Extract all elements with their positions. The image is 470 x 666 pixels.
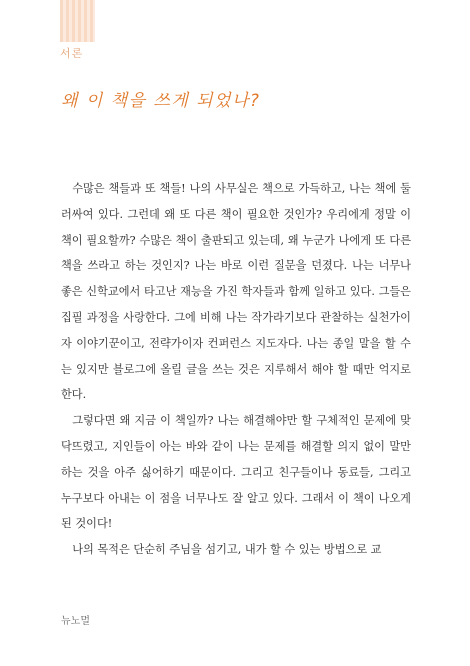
paragraph: 그렇다면 왜 지금 이 책일까? 나는 해결해야만 할 구체적인 문제에 맞닥뜨렸고, 지인들이 아는 바와 같이 나는 문제를 해결할 의지 없이 말만 하는 것을 아주 싫어하기 때문이다. 그리고 친구들이나 동료들, 그리고 누구보다 아내는 이 점을 너무나도 잘 알고 있다. 그래서 이 책이 나오게 된 것이다! [61,414,411,531]
paragraph: 나의 목적은 단순히 주님을 섬기고, 내가 할 수 있는 방법으로 교 [72,543,382,557]
page-footer: 뉴노멀 [61,616,90,627]
paragraph: 수많은 책들과 또 책들! 나의 사무실은 책으로 가득하고, 나는 책에 둘러싸여 있다. 그런데 왜 또 다른 책이 필요한 것인가? 우리에게 정말 이 책이 필요할까? 수많은 책이 출판되고 있는데, 왜 누군가 나에게 또 다른 책을 쓰라고 하는 것인지? 나는 바로 이런 질문을 던졌다. 나는 너무나 좋은 신학교에서 타고난 재능을 가진 학자들과 함께 일하고 있다. 그들은 집필 과정을 사랑한다. 그에 비해 나는 작가라기보다 관찰하는 실천가이자 이야기꾼이고, 전략가이자 컨퍼런스 지도자다. 나는 종일 말을 할 수는 있지만 블로그에 올릴 글을 쓰는 것은 지루해서 해야 할 때만 억지로 한다. [61,182,411,402]
chapter-tab-decoration [60,0,95,42]
chapter-title: 왜 이 책을 쓰게 되었나? [61,91,261,111]
section-label: 서론 [60,47,84,60]
body-text [61,176,411,563]
